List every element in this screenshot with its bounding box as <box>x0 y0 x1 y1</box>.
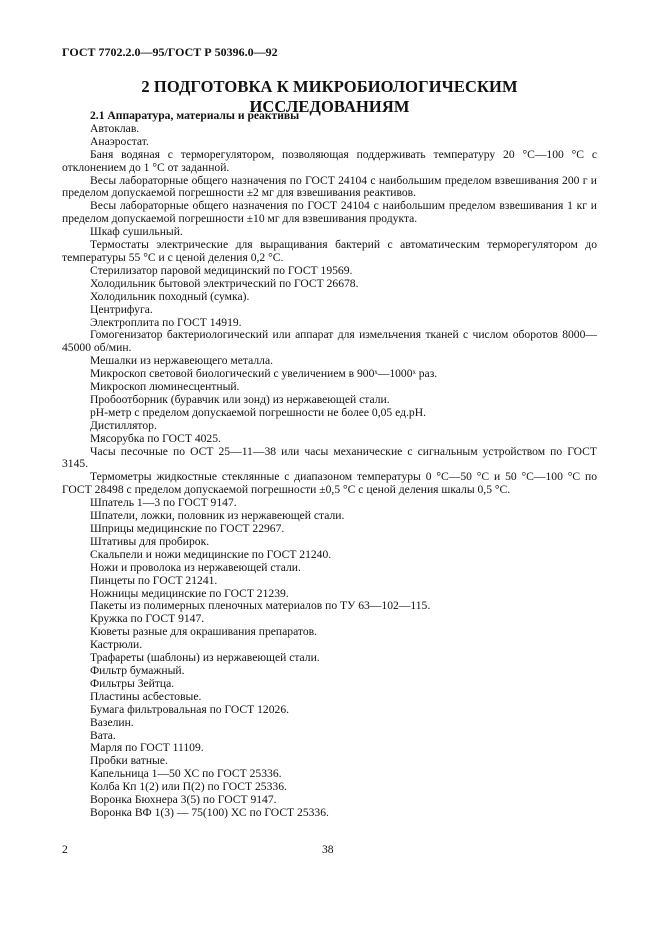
list-item: Кюветы разные для окрашивания препаратов. <box>90 625 318 639</box>
list-item: Штативы для пробирок. <box>90 534 210 548</box>
page-number-left: 2 <box>62 843 68 856</box>
list-item: Пластины асбестовые. <box>90 689 202 703</box>
list-item: Стерилизатор паровой медицинский по ГОСТ 19569. <box>90 263 353 277</box>
list-item: Автоклав. <box>90 121 140 135</box>
list-item: Весы лабораторные общего назначения по ГОСТ 24104 с наибольшим пределом взвешивания 200 г и пределом допускаемой погрешности ±2 мг для взвешивания реактивов. <box>62 173 597 200</box>
document-header: ГОСТ 7702.2.0—95/ГОСТ Р 50396.0—92 <box>62 45 278 59</box>
list-item: Пробоотборник (буравчик или зонд) из нержавеющей стали. <box>90 392 390 406</box>
list-item: Фильтр бумажный. <box>90 663 185 677</box>
list-item: Термостаты электрические для выращивания бактерий с автоматическим терморегулятором до температуры 55 °С и с ценой деления 0,2 °С. <box>62 238 597 264</box>
list-item: Часы песочные по ОСТ 25—11—38 или часы механические с сигнальным устройством по ГОСТ 3145. <box>62 444 597 471</box>
list-item: Весы лабораторные общего назначения по ГОСТ 24104 с наибольшим пределом взвешивания 1 кг и пределом допускаемой погрешности ±10 мг для взвешивания продукта. <box>62 199 597 226</box>
list-item: Холодильник бытовой электрический по ГОСТ 26678. <box>90 276 359 290</box>
document-body <box>62 110 597 820</box>
list-item: Воронка Бюхнера 3(5) по ГОСТ 9147. <box>90 793 277 807</box>
list-item: Ножницы медицинские по ГОСТ 21239. <box>90 586 289 600</box>
list-item: Фильтры Зейтца. <box>90 676 175 690</box>
section-title: 2 ПОДГОТОВКА К МИКРОБИОЛОГИЧЕСКИМ ИССЛЕДОВАНИЯМ <box>141 77 518 116</box>
subsection-title: 2.1 Аппаратура, материалы и реактивы <box>90 109 300 122</box>
list-item: Вазелин. <box>90 715 134 729</box>
list-item: Шпатель 1—3 по ГОСТ 9147. <box>90 496 237 510</box>
list-item: Пакеты из полимерных пленочных материалов по ТУ 63—102—115. <box>90 599 431 613</box>
list-item: pH-метр с пределом допускаемой погрешности не более 0,05 ед.pH. <box>90 405 426 419</box>
list-item: Шприцы медицинские по ГОСТ 22967. <box>90 522 285 535</box>
list-item: Трафареты (шаблоны) из нержавеющей стали. <box>90 651 320 665</box>
list-item: Термометры жидкостные стеклянные с диапазоном температуры 0 °С—50 °С и 50 °С—100 °С по ГОСТ 28498 с пределом допускаемой погрешности ±0,5 °С с ценой деления шкалы 0,5 °С. <box>62 470 597 497</box>
list-item: Баня водяная с терморегулятором, позволяющая поддерживать температуру 20 °С—100 °С с отклонением до 1 °С от заданной. <box>62 147 597 174</box>
list-item: Мешалки из нержавеющего металла. <box>90 354 273 368</box>
list-item: Дистиллятор. <box>90 418 157 432</box>
list-item: Микроскоп световой биологический с увеличением в 900ˣ—1000ˣ раз. <box>90 367 438 381</box>
list-item: Бумага фильтровальная по ГОСТ 12026. <box>90 702 290 716</box>
list-item: Электроплита по ГОСТ 14919. <box>90 315 242 329</box>
list-item: Шпатели, ложки, половник из нержавеющей стали. <box>90 509 345 523</box>
list-item: Микроскоп люминесцентный. <box>90 380 240 394</box>
list-item: Марля по ГОСТ 11109. <box>90 741 204 755</box>
list-item: Центрифуга. <box>90 302 153 316</box>
list-item: Шкаф сушильный. <box>90 225 183 239</box>
equipment-list <box>62 123 597 820</box>
list-item: Гомогенизатор бактериологический или аппарат для измельчения тканей с числом оборотов 8000—45000 об/мин. <box>62 328 597 355</box>
list-item: Ножи и проволока из нержавеющей стали. <box>90 560 301 574</box>
list-item: Анаэростат. <box>90 134 149 148</box>
list-item: Пробки ватные. <box>90 754 168 768</box>
list-item: Капельница 1—50 ХС по ГОСТ 25336. <box>90 767 282 781</box>
list-item: Вата. <box>90 728 116 742</box>
list-item: Мясорубка по ГОСТ 4025. <box>90 431 221 445</box>
list-item: Скальпели и ножи медицинские по ГОСТ 21240. <box>90 547 332 561</box>
list-item: Кружка по ГОСТ 9147. <box>90 612 205 626</box>
list-item: Воронка ВФ 1(3) — 75(100) ХС по ГОСТ 25336. <box>90 805 329 819</box>
page-number-center: 38 <box>322 843 334 856</box>
list-item: Колба Кп 1(2) или П(2) по ГОСТ 25336. <box>90 780 287 794</box>
list-item: Холодильник походный (сумка). <box>90 289 250 303</box>
list-item: Кастрюли. <box>90 638 143 652</box>
list-item: Пинцеты по ГОСТ 21241. <box>90 573 218 587</box>
